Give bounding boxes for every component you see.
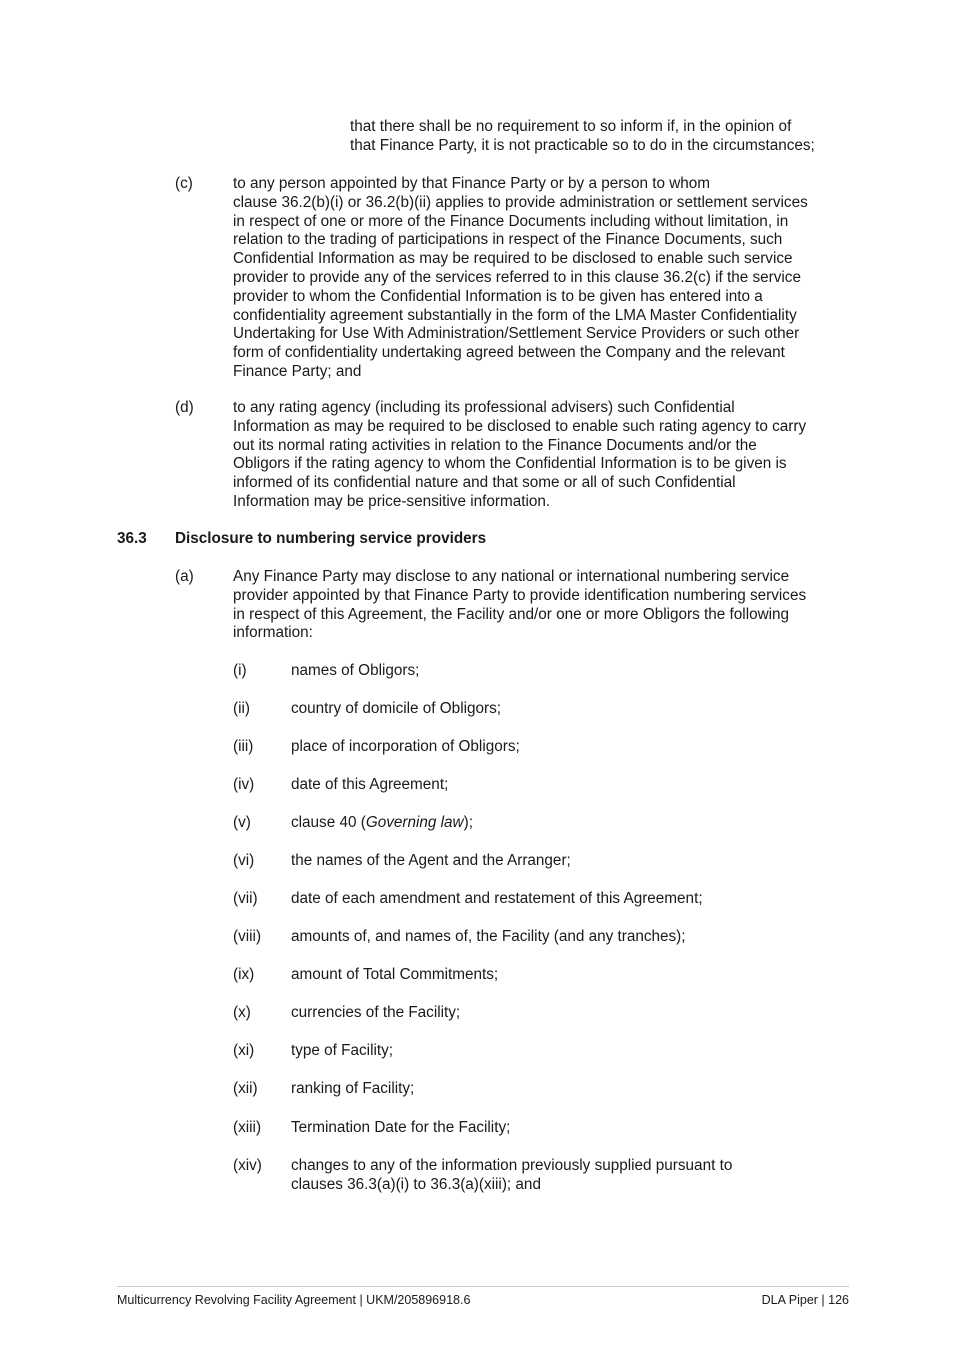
list-item: date of this Agreement; bbox=[291, 776, 449, 793]
list-item: the names of the Agent and the Arranger; bbox=[291, 852, 571, 869]
text-line: to any rating agency (including its professional advisers) such Confidential bbox=[233, 399, 735, 416]
text-line: provider appointed by that Finance Party to provide identification numbering services bbox=[233, 586, 807, 604]
list-item: amounts of, and names of, the Facility (and any tranches); bbox=[291, 928, 686, 945]
text-line: provider to provide any of the services referred to in this clause 36.2(c) if the service bbox=[233, 268, 801, 286]
list-item: Termination Date for the Facility; bbox=[291, 1119, 511, 1136]
item-label: (xii) bbox=[233, 1080, 258, 1097]
text-line: relation to the trading of participations in respect of the Finance Documents, such bbox=[233, 231, 783, 249]
list-item: type of Facility; bbox=[291, 1042, 394, 1059]
text-segment: ); bbox=[463, 814, 473, 831]
item-label: (vi) bbox=[233, 852, 255, 869]
list-item: ranking of Facility; bbox=[291, 1080, 415, 1097]
intro-continuation bbox=[350, 118, 815, 156]
item-label: (xiii) bbox=[233, 1119, 262, 1136]
text-line: Confidential Information as may be required to be disclosed to enable such service bbox=[233, 250, 793, 268]
text-segment: clause 40 ( bbox=[291, 814, 366, 831]
text-line: Obligors if the rating agency to whom the Confidential Information is to be given is bbox=[233, 455, 787, 473]
text-line: Finance Party; and bbox=[233, 362, 362, 380]
item-label: (vii) bbox=[233, 890, 258, 907]
text-line: confidentiality agreement substantially in the form of the LMA Master Confidentiality bbox=[233, 306, 797, 324]
list-item bbox=[291, 814, 473, 833]
text-line: clauses 36.3(a)(i) to 36.3(a)(xiii); and bbox=[291, 1175, 541, 1193]
list-item: country of domicile of Obligors; bbox=[291, 700, 501, 717]
clause-c-label: (c) bbox=[175, 175, 193, 192]
list-item bbox=[291, 1157, 732, 1195]
text-line: Any Finance Party may disclose to any national or international numbering service bbox=[233, 568, 790, 585]
item-label: (iii) bbox=[233, 738, 254, 755]
footer-document-title: Multicurrency Revolving Facility Agreement | UKM/205896918.6 bbox=[117, 1293, 471, 1307]
item-label: (i) bbox=[233, 662, 247, 679]
text-line: information: bbox=[233, 624, 313, 642]
clause-d-text bbox=[233, 399, 806, 512]
footer-divider bbox=[117, 1286, 849, 1287]
text-line: that there shall be no requirement to so inform if, in the opinion of bbox=[350, 118, 792, 135]
text-line: form of confidentiality undertaking agreed between the Company and the relevant bbox=[233, 344, 785, 362]
text-line: clause 36.2(b)(i) or 36.2(b)(ii) applies to provide administration or settlement services bbox=[233, 193, 808, 211]
text-line: Information as may be required to be disclosed to enable such rating agency to carry bbox=[233, 417, 807, 435]
text-line: provider to whom the Confidential Information is to be given has entered into a bbox=[233, 287, 763, 305]
text-line: in respect of one or more of the Finance Documents including without limitation, in bbox=[233, 212, 789, 230]
text-line: to any person appointed by that Finance Party or by a person to whom bbox=[233, 175, 711, 192]
list-item: names of Obligors; bbox=[291, 662, 420, 679]
text-line: out its normal rating activities in relation to the Finance Documents and/or the bbox=[233, 436, 757, 454]
text-line: that Finance Party, it is not practicable so to do in the circumstances; bbox=[350, 136, 815, 154]
item-label: (ii) bbox=[233, 700, 250, 717]
text-line: informed of its confidential nature and that some or all of such Confidential bbox=[233, 474, 736, 492]
list-item: amount of Total Commitments; bbox=[291, 966, 499, 983]
item-label: (x) bbox=[233, 1004, 251, 1021]
clause-a-text bbox=[233, 568, 806, 643]
text-line: Undertaking for Use With Administration/Settlement Service Providers or such other bbox=[233, 325, 800, 343]
item-label: (iv) bbox=[233, 776, 255, 793]
text-line: Information may be price-sensitive information. bbox=[233, 492, 551, 510]
list-item: date of each amendment and restatement of this Agreement; bbox=[291, 890, 703, 907]
clause-d-label: (d) bbox=[175, 399, 194, 416]
text-line: changes to any of the information previously supplied pursuant to bbox=[291, 1157, 733, 1174]
text-line: in respect of this Agreement, the Facility and/or one or more Obligors the following bbox=[233, 605, 790, 623]
section-title: Disclosure to numbering service providers bbox=[175, 530, 487, 547]
list-item: place of incorporation of Obligors; bbox=[291, 738, 520, 755]
item-label: (xiv) bbox=[233, 1157, 262, 1174]
list-item: currencies of the Facility; bbox=[291, 1004, 461, 1021]
item-label: (ix) bbox=[233, 966, 255, 983]
clause-c-text bbox=[233, 175, 808, 382]
item-label: (viii) bbox=[233, 928, 262, 945]
section-number: 36.3 bbox=[117, 530, 147, 547]
item-label: (xi) bbox=[233, 1042, 255, 1059]
italic-term: Governing law bbox=[365, 814, 464, 831]
item-label: (v) bbox=[233, 814, 251, 831]
footer-page-number: DLA Piper | 126 bbox=[761, 1293, 849, 1307]
clause-a-label: (a) bbox=[175, 568, 194, 585]
